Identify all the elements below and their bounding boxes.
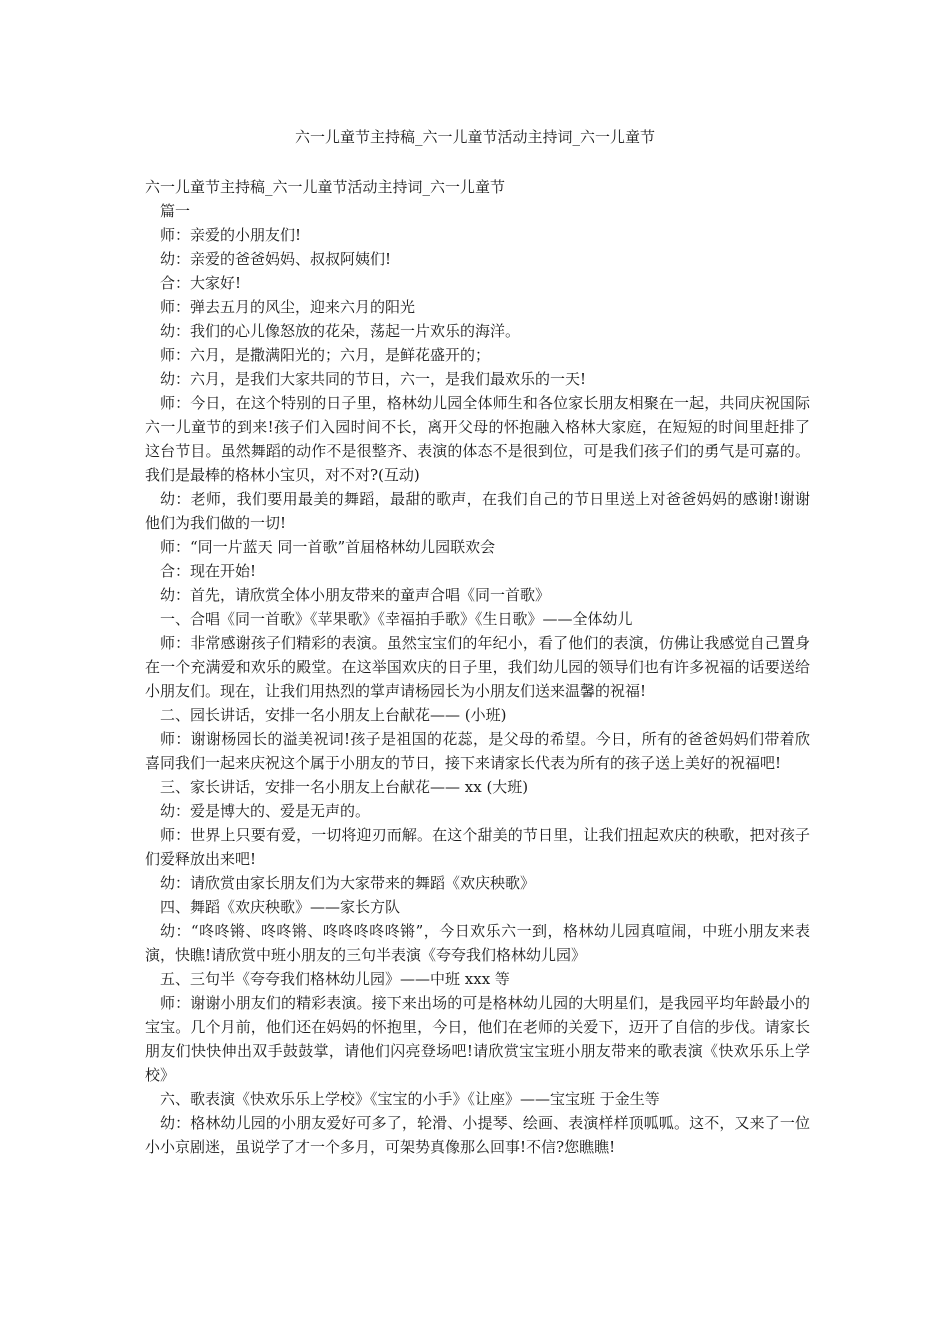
paragraph: 幼：请欣赏由家长朋友们为大家带来的舞蹈《欢庆秧歌》 bbox=[160, 874, 536, 892]
paragraph: 师：世界上只要有爱，一切将迎刃而解。在这个甜美的节日里，让我们扭起欢庆的秧歌，把对孩子们爱释放出来吧! bbox=[145, 826, 810, 868]
paragraph: 师：非常感谢孩子们精彩的表演。虽然宝宝们的年纪小，看了他们的表演，仿佛让我感觉自己置身在一个充满爱和欢乐的殿堂。在这举国欢庆的日子里，我们幼儿园的领导们也有许多祝福的话要送给小朋友们。现在，让我们用热烈的掌声请杨园长为小朋友们送来温馨的祝福! bbox=[145, 634, 810, 700]
paragraph: 师：弹去五月的风尘，迎来六月的阳光 bbox=[160, 298, 416, 316]
section-heading: 一、合唱《同一首歌》《苹果歌》《幸福拍手歌》《生日歌》——全体幼儿 bbox=[160, 610, 633, 628]
paragraph: 师：谢谢杨园长的溢美祝词!孩子是祖国的花蕊，是父母的希望。今日，所有的爸爸妈妈们带着欣喜同我们一起来庆祝这个属于小朋友的节日，接下来请家长代表为所有的孩子送上美好的祝福吧! bbox=[145, 730, 810, 772]
section-heading: 五、三句半《夸夸我们格林幼儿园》——中班 xxx 等 bbox=[160, 970, 510, 988]
paragraph: 师：谢谢小朋友们的精彩表演。接下来出场的可是格林幼儿园的大明星们，是我园平均年龄最小的宝宝。几个月前，他们还在妈妈的怀抱里，今日，他们在老师的关爱下，迈开了自信的步伐。请家长朋友们快快伸出双手鼓鼓掌，请他们闪亮登场吧!请欣赏宝宝班小朋友带来的歌表演《快欢乐乐上学校》 bbox=[145, 994, 810, 1084]
paragraph: 师：今日，在这个特别的日子里，格林幼儿园全体师生和各位家长朋友相聚在一起，共同庆祝国际六一儿童节的到来!孩子们入园时间不长，离开父母的怀抱融入格林大家庭，在短短的时间里赶排了这台节目。虽然舞蹈的动作不是很整齐、表演的体态不是很到位，可是我们孩子们的勇气是可嘉的。我们是最棒的格林小宝贝，对不对?(互动) bbox=[145, 394, 810, 484]
paragraph: 合：现在开始! bbox=[160, 562, 257, 580]
paragraph: 幼：格林幼儿园的小朋友爱好可多了，轮滑、小提琴、绘画、表演样样顶呱呱。这不，又来了一位小小京剧迷，虽说学了才一个多月，可架势真像那么回事!不信?您瞧瞧! bbox=[145, 1114, 810, 1156]
paragraph: 合：大家好! bbox=[160, 274, 242, 292]
paragraph: 幼：“咚咚锵、咚咚锵、咚咚咚咚咚锵”，今日欢乐六一到，格林幼儿园真喧闹，中班小朋友来表演，快瞧!请欣赏中班小朋友的三句半表演《夸夸我们格林幼儿园》 bbox=[145, 922, 810, 964]
paragraph: 幼：我们的心儿像怒放的花朵，荡起一片欢乐的海洋。 bbox=[160, 322, 521, 340]
section-heading: 三、家长讲话，安排一名小朋友上台献花—— xx (大班) bbox=[160, 778, 529, 796]
paragraph: 幼：老师，我们要用最美的舞蹈，最甜的歌声，在我们自己的节日里送上对爸爸妈妈的感谢!谢谢他们为我们做的一切! bbox=[145, 490, 810, 532]
section-heading: 四、舞蹈《欢庆秧歌》——家长方队 bbox=[160, 898, 401, 916]
document-subtitle: 六一儿童节主持稿_六一儿童节活动主持词_六一儿童节 bbox=[145, 178, 506, 196]
paragraph: 师：亲爱的小朋友们! bbox=[160, 226, 302, 244]
document-title: 六一儿童节主持稿_六一儿童节活动主持词_六一儿童节 bbox=[294, 128, 655, 146]
section-heading: 二、园长讲话，安排一名小朋友上台献花—— (小班) bbox=[160, 706, 507, 724]
section-heading: 六、歌表演《快欢乐乐上学校》《宝宝的小手》《让座》——宝宝班 于金生等 bbox=[160, 1090, 660, 1108]
paragraph: 师：六月，是撒满阳光的；六月，是鲜花盛开的； bbox=[160, 346, 491, 364]
paragraph: 篇一 bbox=[160, 202, 191, 220]
paragraph: 幼：亲爱的爸爸妈妈、叔叔阿姨们! bbox=[160, 250, 392, 268]
document-body bbox=[145, 175, 810, 1159]
paragraph: 幼：六月，是我们大家共同的节日，六一，是我们最欢乐的一天! bbox=[160, 370, 587, 388]
paragraph: 师：“同一片蓝天 同一首歌”首届格林幼儿园联欢会 bbox=[160, 538, 496, 556]
paragraph: 幼：爱是博大的、爱是无声的。 bbox=[160, 802, 371, 820]
paragraph: 幼：首先，请欣赏全体小朋友带来的童声合唱《同一首歌》 bbox=[160, 586, 551, 604]
